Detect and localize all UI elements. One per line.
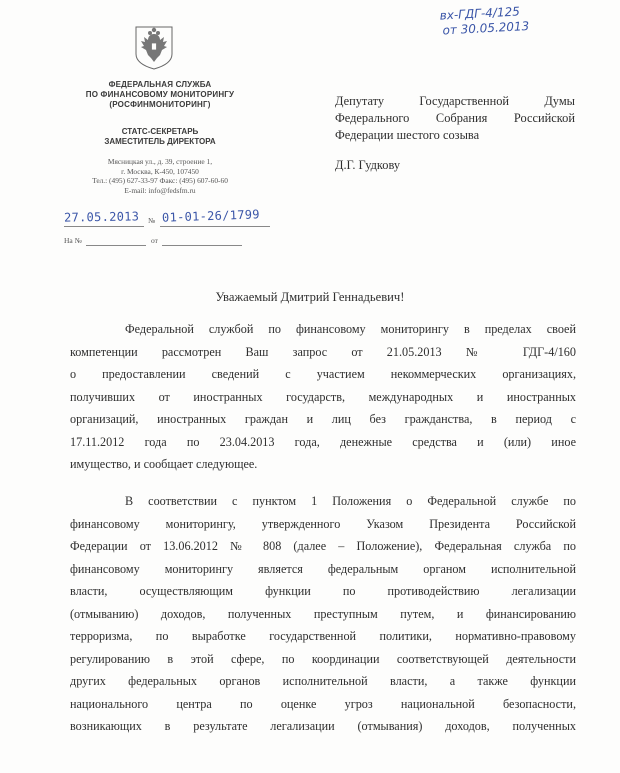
body-paragraph-1	[70, 318, 576, 476]
outgoing-number: 01-01-26/1799	[161, 207, 261, 225]
body-paragraph-2	[70, 490, 576, 738]
addressee-block	[335, 93, 575, 144]
body-line: (отмыванию) доходов, полученных преступным путем, и финансированию	[70, 606, 576, 621]
body-line: организаций, иностранных граждан и лиц без гражданства, в период с	[70, 412, 576, 426]
position-line: ЗАМЕСТИТЕЛЬ ДИРЕКТОРА	[104, 137, 216, 146]
org-line: ПО ФИНАНСОВОМУ МОНИТОРИНГУ	[85, 90, 235, 99]
body-line: других федеральных органов исполнительной власти, а также функции	[70, 674, 576, 688]
body-line: Федерации от 13.06.2012 № 808 (далее – Положение), Федеральная служба по	[70, 539, 576, 553]
body-line: возникающих в результате легализации (отмывания) доходов, полученных	[70, 719, 576, 733]
addressee-line: Депутату Государственной Думы	[335, 94, 575, 108]
outgoing-number-label: №	[148, 216, 156, 225]
body-line: регулированию в этой сфере, по координации соответствующей деятельности	[70, 651, 576, 666]
addressee-line: Федерального Собрания Российской	[335, 111, 575, 125]
body-line: получивших от иностранных государств, международных и иностранных	[70, 389, 576, 404]
incoming-number-label: На №	[64, 236, 82, 245]
body-line: о предоставлении сведений с участием некоммерческих организациях,	[70, 367, 576, 381]
recipient-name: Д.Г. Гудкову	[335, 158, 401, 172]
sender-address	[60, 157, 260, 195]
stamp-line-2: от 30.05.2013	[442, 18, 530, 38]
org-line: (РОСФИНМОНИТОРИНГ)	[109, 100, 211, 109]
body-line: финансовому мониторингу, утвержденного Указом Президента Российской	[70, 516, 576, 531]
address-line: E-mail: info@fedsfm.ru	[124, 185, 196, 195]
addressee-line: Федерации шестого созыва	[335, 128, 480, 142]
body-line: имущество, и сообщает следующее.	[70, 457, 258, 471]
incoming-number-underline	[86, 245, 146, 246]
outgoing-date: 27.05.2013	[63, 209, 140, 225]
outgoing-reference	[63, 207, 284, 232]
incoming-reference	[64, 236, 264, 250]
number-underline	[160, 226, 270, 227]
address-line: Мясницкая ул., д. 39, строение 1,	[107, 157, 213, 166]
position-line: СТАТС-СЕКРЕТАРЬ	[121, 127, 199, 136]
body-line: власти, осуществляющим функции по противодействию легализации	[70, 584, 576, 598]
date-underline	[64, 226, 144, 227]
body-line: Федеральной службой по финансовому мониторингу в пределах своей	[125, 322, 576, 336]
body-line: терроризма, по выработке государственной политики, нормативно-правовому	[70, 629, 576, 643]
body-line: 17.11.2012 года по 23.04.2013 года, денежные средства и (или) иное	[70, 434, 576, 449]
incoming-date-underline	[162, 245, 242, 246]
org-line: ФЕДЕРАЛЬНАЯ СЛУЖБА	[108, 80, 212, 89]
address-line: Тел.: (495) 627-33-97 Факс: (495) 607-60-60	[92, 176, 228, 186]
body-line: национального центра по оценке угроз национальной безопасности,	[70, 696, 576, 711]
russian-coat-of-arms-icon	[133, 24, 175, 70]
body-line: В соответствии с пунктом 1 Положения о Федеральной службе по	[125, 494, 576, 508]
incoming-date-label: от	[151, 236, 158, 245]
body-line: компетенции рассмотрен Ваш запрос от 21.05.2013 № ГДГ-4/160	[70, 344, 576, 359]
body-line: финансовому мониторингу является федеральным органом исполнительной	[70, 561, 576, 576]
stamp-line-1: вх-ГДГ-4/125	[439, 4, 521, 23]
sender-position	[60, 127, 260, 147]
registration-stamp	[439, 0, 615, 39]
salutation: Уважаемый Дмитрий Геннадьевич!	[215, 290, 405, 304]
address-line: г. Москва, К-450, 107450	[121, 166, 199, 176]
sender-organization	[60, 80, 260, 110]
